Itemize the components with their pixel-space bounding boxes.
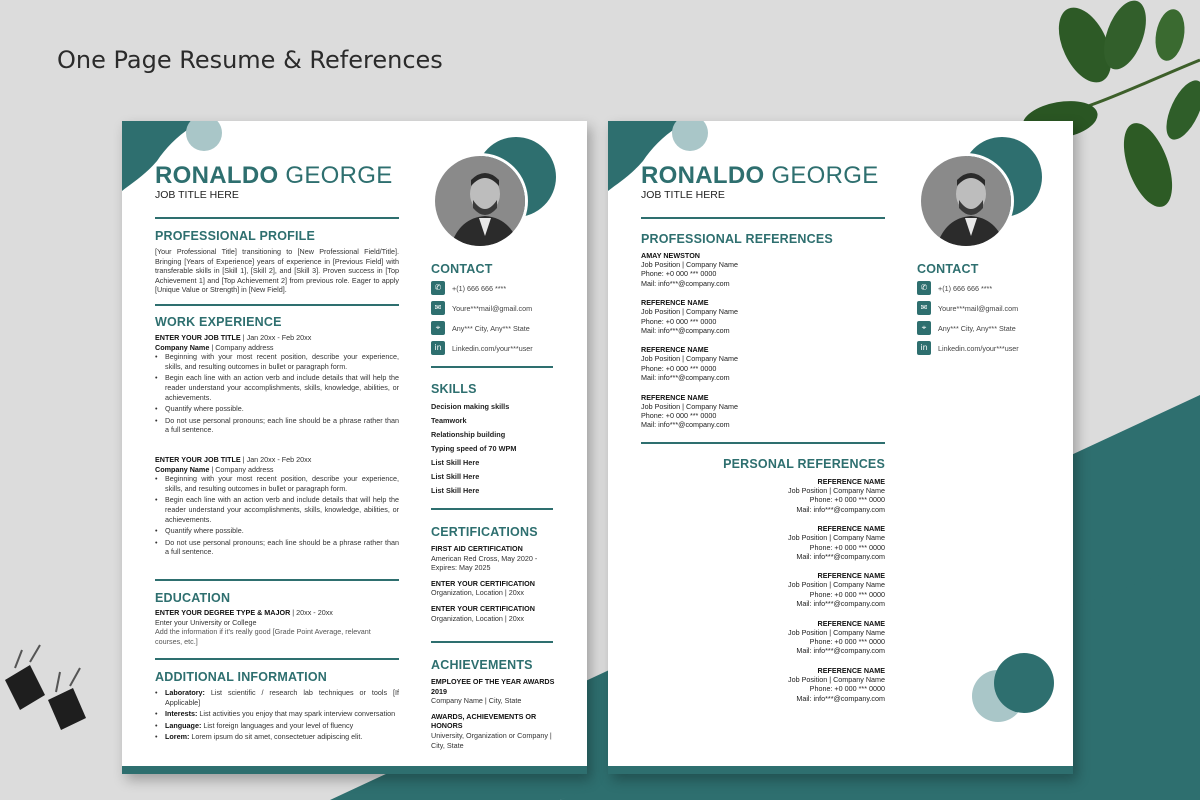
additional-item: • Language: List foreign languages and your level of fluency [155,721,399,731]
resume-page [122,121,587,774]
contact-linkedin: in Linkedin.com/your***user [917,341,1042,355]
mail-icon: ✉ [917,301,931,315]
skill-item: Teamwork [431,416,467,425]
location-icon: ⌖ [431,321,445,335]
location-icon: ⌖ [917,321,931,335]
last-name: GEORGE [771,162,879,189]
company-name: Company Name [155,464,210,474]
contact-linkedin: in Linkedin.com/your***user [431,341,556,355]
reference-entry: REFERENCE NAME Job Position | Company Name Phone: +0 000 *** 0000 Mail: info***@company.com [788,571,885,609]
reference-entry: AMAY NEWSTON Job Position | Company Name Phone: +0 000 *** 0000 Mail: info***@company.com [641,251,738,288]
divider [641,217,885,219]
skills-title: SKILLS [431,382,477,396]
professional-references-title: PROFESSIONAL REFERENCES [641,232,833,246]
bullet: • Do not use personal pronouns; each line should be a phrase rather than a full sentence. [155,416,399,435]
job-bullets [155,352,399,435]
job-name: ENTER YOUR JOB TITLE [155,333,241,342]
job-name: ENTER YOUR JOB TITLE [155,455,241,464]
reference-entry: REFERENCE NAME Job Position | Company Name Phone: +0 000 *** 0000 Mail: info***@company.com [788,665,885,703]
first-name: RONALDO [155,162,279,189]
additional-item: • Lorem: Lorem ipsum do sit amet, consectetuer adipiscing elit. [155,732,399,742]
divider [155,658,399,660]
divider [155,579,399,581]
contact-email: ✉ Youre***mail@gmail.com [431,301,556,315]
certifications-list [431,544,556,623]
photo-frame [432,137,562,257]
references-page [608,121,1073,774]
divider [155,217,399,219]
skill-item: List Skill Here [431,472,480,481]
additional-title: ADDITIONAL INFORMATION [155,670,327,684]
company-address: | Company address [209,342,274,352]
skill-item: Relationship building [431,430,506,439]
linkedin-icon: in [917,341,931,355]
cert-item: ENTER YOUR CERTIFICATION Organization, Location | 20xx [431,578,535,598]
bullet: • Beginning with your most recent position, describe your experience, skills, and resulting outcomes in bullet or paragraph form. [155,474,399,493]
skill-item: Typing speed of 70 WPM [431,444,517,453]
achievements-title: ACHIEVEMENTS [431,658,533,672]
achievement-item: AWARDS, ACHIEVEMENTS OR HONORS University, Organization or Company | City, State [431,711,552,750]
contact-list [431,281,556,361]
job-dates: | Jan 20xx - Feb 20xx [240,455,312,464]
contact-phone: ✆ +(1) 666 666 **** [431,281,556,295]
profile-title: PROFESSIONAL PROFILE [155,229,316,243]
job-dates: | Jan 20xx - Feb 20xx [240,333,312,342]
education-dates: | 20xx - 20xx [290,608,333,617]
profile-photo [432,153,528,249]
school: Enter your University or College [155,617,257,627]
work-title: WORK EXPERIENCE [155,315,282,329]
reference-entry: REFERENCE NAME Job Position | Company Name Phone: +0 000 *** 0000 Mail: info***@company.com [788,477,885,514]
skill-item: List Skill Here [431,458,480,467]
cert-item: ENTER YOUR CERTIFICATION Organization, Location | 20xx [431,603,535,623]
profile-photo [918,153,1014,249]
certifications-title: CERTIFICATIONS [431,525,538,539]
profile-text: [Your Professional Title] transitioning to [New Professional Field/Title]. Bringing [Years of Experience] years of experience in [Previous Field] with transferable skills in [Skill 1], [Skill 2], and [Skill 3]. Proven success in [Top Achievement 1] and [Top Achievement 2] from previous role. Eager to apply [Unique Value or Strength] in [New Field]. [155,247,399,295]
contact-phone: ✆ +(1) 666 666 **** [917,281,1042,295]
contact-list [917,281,1042,361]
divider [431,508,553,510]
reference-entry: REFERENCE NAME Job Position | Company Name Phone: +0 000 *** 0000 Mail: info***@company.com [641,392,738,430]
additional-item: • Interests: List activities you enjoy that may spark interview conversation [155,709,399,719]
skill-item: Decision making skills [431,402,510,411]
last-name: GEORGE [285,162,393,189]
contact-email: ✉ Youre***mail@gmail.com [917,301,1042,315]
divider [431,366,553,368]
skill-item: List Skill Here [431,486,480,495]
skills-list [431,402,556,500]
reference-entry: REFERENCE NAME Job Position | Company Name Phone: +0 000 *** 0000 Mail: info***@company.com [641,345,738,383]
divider [641,442,885,444]
divider [431,641,553,643]
personal-references-list [641,477,885,713]
resume-name [155,162,393,190]
mail-icon: ✉ [431,301,445,315]
divider [155,304,399,306]
degree: ENTER YOUR DEGREE TYPE & MAJOR [155,608,291,617]
references-name [641,162,879,190]
linkedin-icon: in [431,341,445,355]
education-title: EDUCATION [155,591,231,605]
bullet: • Quantify where possible. [155,526,399,536]
contact-title: CONTACT [917,262,979,276]
professional-references-list [641,251,885,440]
contact-title: CONTACT [431,262,493,276]
achievements-list [431,677,556,750]
contact-address: ⌖ Any*** City, Any*** State [917,321,1042,335]
bullet: • Quantify where possible. [155,404,399,414]
phone-icon: ✆ [431,281,445,295]
reference-entry: REFERENCE NAME Job Position | Company Name Phone: +0 000 *** 0000 Mail: info***@company.com [788,524,885,562]
bullet: • Beginning with your most recent position, describe your experience, skills, and resulting outcomes in bullet or paragraph form. [155,352,399,371]
phone-icon: ✆ [917,281,931,295]
company-name: Company Name [155,342,210,352]
job-bullets [155,474,399,557]
page-heading: One Page Resume & References [57,46,443,74]
additional-item: • Laboratory: List scientific / research lab techniques or tools [If Applicable] [155,688,399,707]
binder-clips [5,645,86,730]
company-address: | Company address [209,464,274,474]
job-title: JOB TITLE HERE [641,189,725,201]
cert-item: FIRST AID CERTIFICATION American Red Cross, May 2020 - Expires: May 2025 [431,544,538,573]
education-note: Add the information if it's really good [Grade Point Average, relevant courses, etc.] [155,627,371,646]
personal-references-title: PERSONAL REFERENCES [723,457,885,471]
first-name: RONALDO [641,162,765,189]
photo-frame [918,137,1048,257]
bullet: • Do not use personal pronouns; each line should be a phrase rather than a full sentence. [155,538,399,557]
contact-address: ⌖ Any*** City, Any*** State [431,321,556,335]
additional-list [155,688,399,744]
job-entry [155,455,399,559]
job-entry [155,333,399,437]
bullet: • Begin each line with an action verb and include details that will help the reader understand your accomplishments, skills, knowledge, abilities, or achievements. [155,373,399,402]
job-title: JOB TITLE HERE [155,189,239,201]
achievement-item: EMPLOYEE OF THE YEAR AWARDS 2019 Company Name | City, State [431,677,555,706]
bullet: • Begin each line with an action verb and include details that will help the reader understand your accomplishments, skills, knowledge, abilities, or achievements. [155,495,399,524]
education-entry [155,608,399,646]
reference-entry: REFERENCE NAME Job Position | Company Name Phone: +0 000 *** 0000 Mail: info***@company.com [641,298,738,336]
reference-entry: REFERENCE NAME Job Position | Company Name Phone: +0 000 *** 0000 Mail: info***@company.com [788,618,885,656]
